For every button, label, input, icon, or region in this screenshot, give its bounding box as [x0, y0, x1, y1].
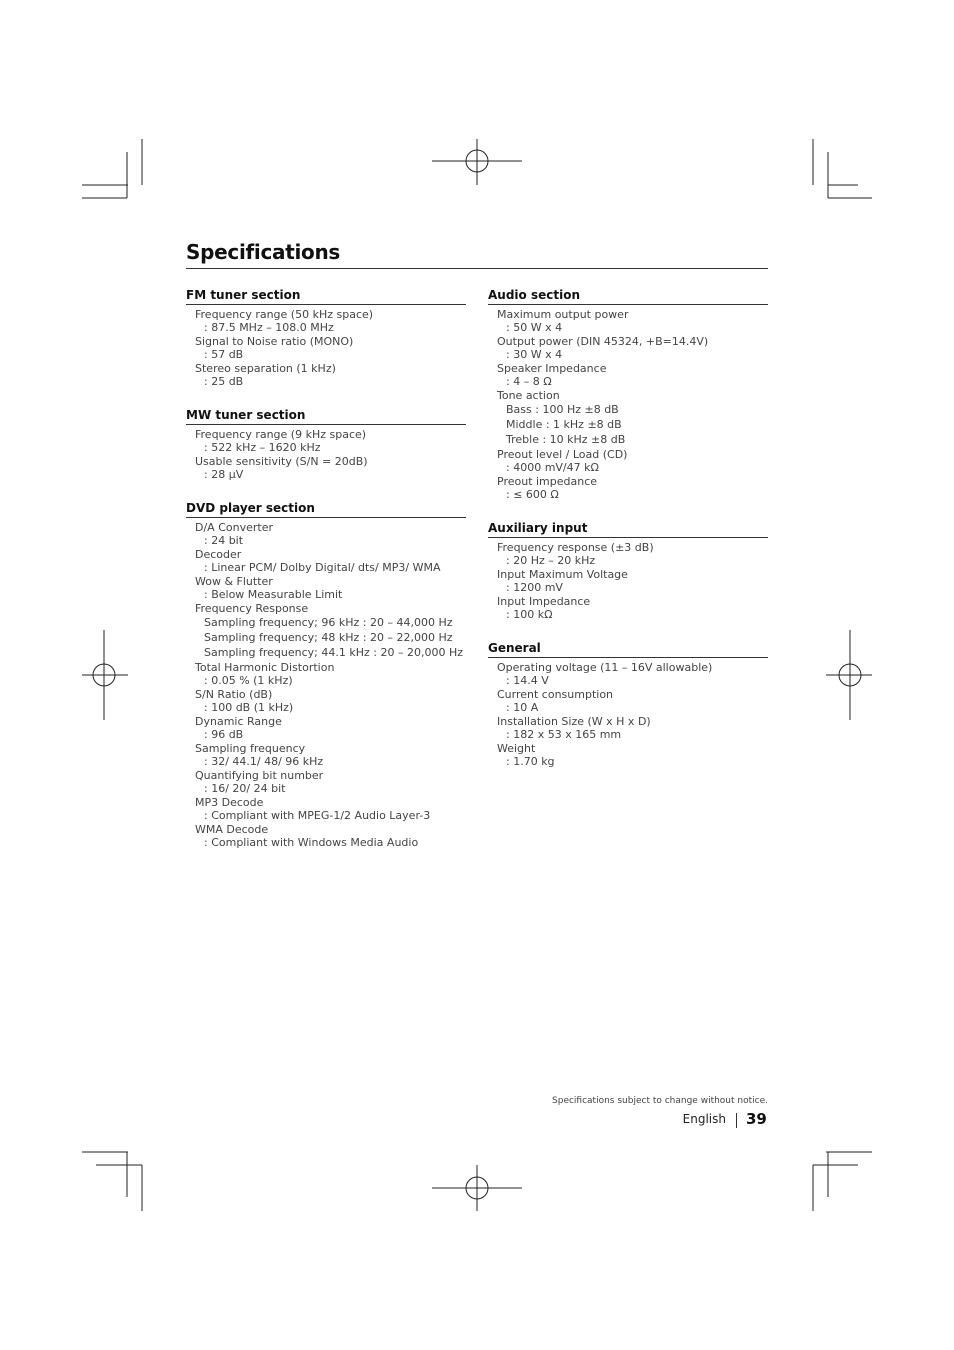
spec-label: Operating voltage (11 – 16V allowable): [497, 661, 713, 674]
spec-value: : 10 A: [506, 701, 539, 714]
spec-label: Wow & Flutter: [195, 575, 273, 588]
spec-value: Sampling frequency; 48 kHz : 20 – 22,000 Hz: [204, 631, 453, 644]
spec-label: Installation Size (W x H x D): [497, 715, 651, 728]
spec-label: Preout impedance: [497, 475, 598, 488]
spec-label: Speaker Impedance: [497, 362, 607, 375]
spec-label: Sampling frequency: [195, 742, 306, 755]
audio-section: [488, 288, 768, 501]
spec-value: : Compliant with MPEG-1/2 Audio Layer-3: [204, 809, 431, 822]
spec-value: : 30 W x 4: [506, 348, 563, 361]
title-rule: [186, 268, 768, 269]
section-title: Audio section: [488, 288, 768, 305]
spec-label: Preout level / Load (CD): [497, 448, 628, 461]
spec-label: Frequency range (9 kHz space): [195, 428, 367, 441]
page-title: Specifications: [186, 240, 341, 264]
spec-value: Bass : 100 Hz ±8 dB: [506, 403, 619, 416]
spec-value: Sampling frequency; 44.1 kHz : 20 – 20,000 Hz: [204, 646, 463, 659]
spec-label: Frequency Response: [195, 602, 309, 615]
spec-value: : 4 – 8 Ω: [506, 375, 552, 388]
spec-value: : 20 Hz – 20 kHz: [506, 554, 596, 567]
section-title: MW tuner section: [186, 408, 466, 425]
spec-label: Decoder: [195, 548, 242, 561]
spec-label: Quantifying bit number: [195, 769, 324, 782]
spec-value: : 100 kΩ: [506, 608, 553, 621]
spec-label: WMA Decode: [195, 823, 269, 836]
left-column: [186, 288, 466, 869]
spec-value: : 32/ 44.1/ 48/ 96 kHz: [204, 755, 324, 768]
spec-label: Dynamic Range: [195, 715, 282, 728]
fm-tuner-section: [186, 288, 466, 388]
mw-tuner-section: [186, 408, 466, 481]
footer-language: English: [682, 1112, 726, 1126]
spec-value: : Linear PCM/ Dolby Digital/ dts/ MP3/ WMA: [204, 561, 441, 574]
spec-label: Maximum output power: [497, 308, 629, 321]
spec-value: : 96 dB: [204, 728, 244, 741]
spec-label: D/A Converter: [195, 521, 273, 534]
spec-label: Input Impedance: [497, 595, 591, 608]
spec-value: Middle : 1 kHz ±8 dB: [506, 418, 622, 431]
spec-value: : 0.05 % (1 kHz): [204, 674, 293, 687]
section-title: General: [488, 641, 768, 658]
spec-label: Total Harmonic Distortion: [195, 661, 335, 674]
spec-value: : 100 dB (1 kHz): [204, 701, 294, 714]
spec-label: Frequency range (50 kHz space): [195, 308, 374, 321]
spec-value: : 50 W x 4: [506, 321, 563, 334]
spec-label: Input Maximum Voltage: [497, 568, 628, 581]
spec-value: : 14.4 V: [506, 674, 549, 687]
spec-value: Sampling frequency; 96 kHz : 20 – 44,000 Hz: [204, 616, 453, 629]
spec-value: : Below Measurable Limit: [204, 588, 343, 601]
section-title: DVD player section: [186, 501, 466, 518]
spec-label: Weight: [497, 742, 536, 755]
spec-value: : 16/ 20/ 24 bit: [204, 782, 286, 795]
auxiliary-input-section: [488, 521, 768, 621]
spec-label: S/N Ratio (dB): [195, 688, 273, 701]
spec-value: : Compliant with Windows Media Audio: [204, 836, 419, 849]
spec-label: Tone action: [497, 389, 560, 402]
spec-label: Current consumption: [497, 688, 614, 701]
footer-note: Specifications subject to change without notice.: [552, 1096, 768, 1106]
spec-label: Frequency response (±3 dB): [497, 541, 654, 554]
spec-value: : 24 bit: [204, 534, 244, 547]
spec-label: Output power (DIN 45324, +B=14.4V): [497, 335, 709, 348]
spec-value: : 28 μV: [204, 468, 244, 481]
spec-label: Signal to Noise ratio (MONO): [195, 335, 354, 348]
spec-value: Treble : 10 kHz ±8 dB: [506, 433, 626, 446]
spec-value: : 25 dB: [204, 375, 244, 388]
general-section: [488, 641, 768, 768]
dvd-player-section: [186, 501, 466, 849]
spec-value: : 4000 mV/47 kΩ: [506, 461, 599, 474]
right-column: [488, 288, 768, 788]
footer-separator: [736, 1113, 737, 1128]
spec-value: : 522 kHz – 1620 kHz: [204, 441, 321, 454]
spec-label: Stereo separation (1 kHz): [195, 362, 336, 375]
spec-value: : 87.5 MHz – 108.0 MHz: [204, 321, 334, 334]
section-title: FM tuner section: [186, 288, 466, 305]
spec-value: : ≤ 600 Ω: [506, 488, 559, 501]
section-title: Auxiliary input: [488, 521, 768, 538]
spec-value: : 57 dB: [204, 348, 244, 361]
spec-label: MP3 Decode: [195, 796, 264, 809]
page-number: 39: [746, 1110, 767, 1128]
spec-value: : 1.70 kg: [506, 755, 555, 768]
spec-label: Usable sensitivity (S/N = 20dB): [195, 455, 368, 468]
spec-value: : 1200 mV: [506, 581, 563, 594]
spec-value: : 182 x 53 x 165 mm: [506, 728, 622, 741]
